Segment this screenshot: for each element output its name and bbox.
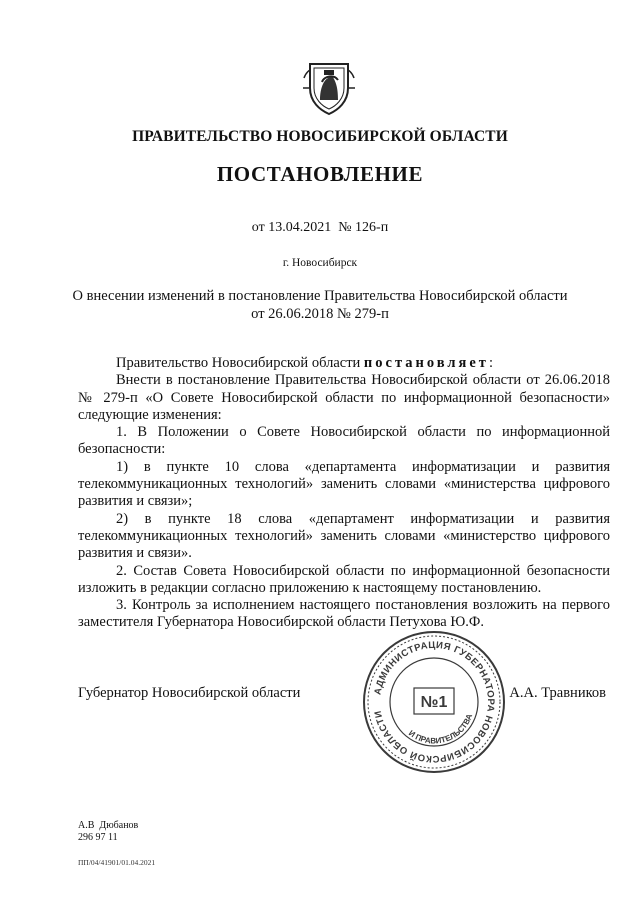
resolution-intro: Правительство Новосибирской области постановляет: [116,355,493,371]
paragraph: 1. В Положении о Совете Новосибирской области по информационной безопасности: [78,424,610,458]
stamp-number: №1 [420,694,448,711]
signatory-position: Губернатор Новосибирской области [78,685,301,701]
paragraph: Внести в постановление Правительства Новосибирской области от 26.06.2018 № 279-п «О Совете Новосибирской области по информационной безопасности» следующие изменения: [78,372,610,423]
executor-info [78,820,138,844]
paragraph: 3. Контроль за исполнением настоящего постановления возложить на первого заместителя Губернатора Новосибирской области Петухова Ю.Ф. [78,597,610,631]
government-title: ПРАВИТЕЛЬСТВО НОВОСИБИРСКОЙ ОБЛАСТИ [132,128,508,145]
document-code: ПП/04/41901/01.04.2021 [78,858,156,867]
document-type: ПОСТАНОВЛЕНИЕ [216,162,424,186]
resolution-verb: постановляет [363,355,489,371]
stamp-text-bottom: И ПРАВИТЕЛЬСТВА [406,712,475,746]
city: г. Новосибирск [282,257,358,269]
executor-name: А.В Дюбанов [78,820,139,831]
subject-line-1: О внесении изменений в постановление Правительства Новосибирской области [72,288,568,304]
executor-phone: 296 97 11 [78,832,118,843]
subject-line-2: от 26.06.2018 № 279-п [251,306,389,322]
coat-of-arms-icon [300,58,358,116]
stamp-text-top: АДМИНИСТРАЦИЯ ГУБЕРНАТОРА НОВОСИБИРСКОЙ ОБЛАСТИ [372,639,497,765]
document-subject [0,287,640,323]
svg-text:И ПРАВИТЕЛЬСТВА [407,712,474,745]
document-body [78,355,610,632]
paragraph: 2) в пункте 18 слова «департамент информатизации и развития телекоммуникационных технологий» заменить словами «министерство цифрового развития и связи». [78,510,610,562]
paragraph: 1) в пункте 10 слова «департамента информатизации и развития телекоммуникационных технологий» заменить словами «министерства цифрового развития и связи»; [78,458,610,510]
paragraph: 2. Состав Совета Новосибирской области по информационной безопасности изложить в редакции согласно приложению к настоящему постановлению. [78,562,610,596]
date-number-line: от 13.04.2021 № 126-п [251,220,389,235]
signatory-name: А.А. Травников [509,685,606,701]
official-stamp-icon [360,628,508,776]
